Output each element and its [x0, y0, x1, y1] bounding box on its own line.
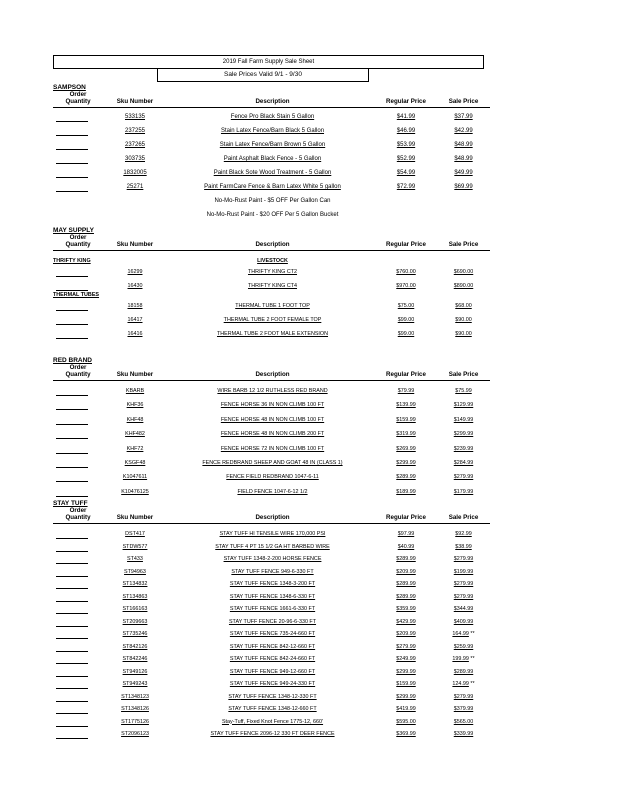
- regular-price-cell: $289.99: [396, 593, 416, 600]
- sale-price-cell: [437, 731, 490, 737]
- description-header: Description: [255, 371, 290, 378]
- description-cell: FENCE HORSE 72 IN NON CLIMB 100 FT: [220, 445, 325, 452]
- header-divider: [53, 380, 490, 381]
- description-cell: Paint Asphalt Black Fence - 5 Gallon: [223, 156, 322, 162]
- sale-price-cell: [437, 269, 490, 275]
- order-header-line2: Quantity: [65, 98, 91, 106]
- table-row: [0, 155, 618, 166]
- sale-price-cell: [437, 417, 490, 423]
- sale-price-cell: [437, 669, 490, 675]
- sku-cell: K1047611: [122, 474, 148, 481]
- sku-cell: ST1775126: [121, 718, 149, 725]
- table-row: [0, 473, 618, 484]
- description-cell: THERMAL TUBE 1 FOOT TOP: [235, 303, 310, 309]
- order-quantity-blank[interactable]: [56, 409, 88, 410]
- sale-price-cell: [437, 569, 490, 575]
- regular-price-cell: $970.00: [396, 283, 416, 289]
- sale-price-value: $284.99: [453, 460, 474, 466]
- order-quantity-blank[interactable]: [56, 163, 88, 164]
- order-quantity-blank[interactable]: [56, 701, 88, 702]
- sale-price-value: $279.99: [453, 593, 474, 600]
- description-cell: WIRE BARB 12 1/2 RUTHLESS RED BRAND: [217, 388, 328, 394]
- sale-price-value: $179.99: [453, 488, 474, 495]
- sale-price-value: $299.99: [453, 431, 474, 438]
- sale-price-cell: [437, 581, 490, 587]
- sale-price-value: 164.99: [452, 631, 469, 637]
- table-row: [0, 680, 618, 691]
- regular-price-cell: $40.99: [397, 543, 415, 550]
- order-quantity-blank[interactable]: [56, 688, 88, 689]
- sale-price-cell: [437, 170, 490, 176]
- sku-cell: 303735: [124, 156, 146, 162]
- description-cell: STAY TUFF 4 PT 15 1/2 GA HT BARBED WIRE: [215, 543, 330, 550]
- sku-cell: 16430: [127, 283, 143, 289]
- sale-price-value: $690.00: [453, 269, 474, 275]
- order-quantity-blank[interactable]: [56, 324, 88, 325]
- sale-price-value: $37.99: [454, 114, 473, 120]
- regular-price-cell: $359.99: [396, 606, 416, 612]
- sku-cell: ST1348126: [121, 706, 149, 712]
- description-cell: STAY TUFF HI TENSILE WIRE 170,000 PSI: [219, 531, 326, 537]
- regular-price-cell: $209.99: [396, 631, 416, 637]
- description-cell: STAY TUFF FENCE 1348-3-200 FT: [229, 581, 316, 587]
- description-cell: STAY TUFF FENCE 2096-12 330 FT DEER FENCE: [210, 731, 335, 737]
- sku-cell: ST134863: [122, 593, 148, 600]
- table-row: [0, 488, 618, 499]
- table-row: [0, 183, 618, 194]
- description-cell: STAY TUFF FENCE 949-12-660 FT: [229, 668, 316, 675]
- regular-price-cell: $97.99: [397, 531, 415, 537]
- sale-price-cell: [437, 644, 490, 650]
- table-row: [0, 730, 618, 741]
- sku-cell: KHF72: [126, 445, 144, 452]
- sale-price-cell: [437, 719, 490, 725]
- order-quantity-blank[interactable]: [56, 467, 88, 468]
- table-row: [0, 543, 618, 554]
- order-quantity-blank[interactable]: [56, 726, 88, 727]
- order-quantity-blank[interactable]: [56, 121, 88, 122]
- table-row: [0, 668, 618, 679]
- regular-price-cell: $72.99: [396, 184, 416, 190]
- sale-price-cell: [437, 544, 490, 550]
- sku-cell: 237255: [124, 128, 146, 134]
- regular-price-header: Regular Price: [386, 371, 426, 378]
- table-row: [0, 330, 618, 341]
- regular-price-cell: $52.99: [396, 156, 416, 162]
- regular-price-cell: $139.99: [396, 402, 416, 409]
- regular-price-cell: $429.99: [396, 618, 416, 625]
- sale-price-marker: **: [468, 631, 475, 637]
- sale-price-cell: [437, 594, 490, 600]
- sku-header: Sku Number: [116, 371, 154, 378]
- regular-price-cell: $760.00: [396, 269, 416, 275]
- table-row: [0, 169, 618, 180]
- subgroup-label: THERMAL TUBES: [53, 292, 100, 298]
- sku-cell: ST2096123: [121, 731, 149, 737]
- description-cell: STAY TUFF FENCE 1348-12-660 FT: [228, 706, 317, 712]
- sku-cell: 1832005: [123, 170, 147, 176]
- sku-cell: ST842126: [122, 643, 148, 650]
- order-quantity-blank[interactable]: [56, 338, 88, 339]
- sku-header: Sku Number: [116, 98, 154, 105]
- sale-price-cell: [437, 184, 490, 190]
- regular-price-cell: $159.99: [396, 416, 416, 423]
- sku-cell: ST209663: [122, 618, 148, 625]
- table-row: [0, 618, 618, 629]
- table-row: [0, 401, 618, 412]
- sale-sheet-title: 2019 Fall Farm Supply Sale Sheet: [53, 55, 484, 69]
- sale-price-cell: [437, 489, 490, 495]
- description-cell: FENCE HORSE 36 IN NON CLIMB 100 FT: [220, 402, 325, 409]
- table-row: [0, 718, 618, 729]
- regular-price-cell: $289.99: [396, 556, 416, 562]
- sale-price-value: $289.99: [453, 668, 474, 675]
- table-row: [0, 387, 618, 398]
- description-cell: STAY TUFF FENCE 1348-12-330 FT: [228, 693, 317, 700]
- sale-price-cell: [437, 388, 490, 394]
- sku-header: Sku Number: [116, 514, 154, 521]
- order-header-line1: Order: [69, 507, 87, 514]
- regular-price-cell: $595.00: [396, 718, 416, 725]
- sku-cell: KSGF48: [124, 460, 146, 466]
- regular-price-cell: $46.99: [396, 128, 416, 134]
- table-row: [0, 302, 618, 313]
- sale-price-cell: [437, 474, 490, 480]
- sale-price-cell: [437, 402, 490, 408]
- order-header-line1: Order: [69, 364, 87, 371]
- sale-price-value: $75.99: [455, 388, 472, 394]
- regular-price-cell: $209.99: [396, 568, 416, 575]
- sku-cell: KBARB: [125, 388, 145, 394]
- order-quantity-blank[interactable]: [56, 290, 88, 291]
- sale-price-header: Sale Price: [448, 98, 479, 105]
- sale-price-value: $239.99: [453, 445, 474, 452]
- regular-price-cell: $319.99: [396, 431, 416, 438]
- sku-header: Sku Number: [116, 241, 154, 248]
- table-row: [0, 127, 618, 138]
- sale-price-value: $129.99: [453, 402, 474, 409]
- sku-cell: 18158: [127, 303, 143, 309]
- sku-cell: 16416: [127, 331, 143, 337]
- sale-price-header: Sale Price: [448, 371, 479, 378]
- sale-price-cell: [437, 431, 490, 437]
- promo-note-row: [0, 197, 618, 208]
- regular-price-header: Regular Price: [386, 241, 426, 248]
- sku-cell: ST1348123: [121, 693, 149, 700]
- regular-price-cell: $269.99: [396, 445, 416, 452]
- sale-price-value: $149.99: [453, 416, 474, 423]
- order-quantity-blank[interactable]: [56, 626, 88, 627]
- section-title: MAY SUPPLY: [53, 227, 94, 234]
- sale-price-cell: [437, 694, 490, 700]
- regular-price-cell: $53.99: [396, 142, 416, 148]
- promo-note: No-Mo-Rust Paint - $5 OFF Per Gallon Can: [214, 198, 331, 204]
- order-quantity-blank[interactable]: [56, 135, 88, 136]
- sale-price-value: $199.99: [453, 568, 474, 575]
- sku-cell: ST949243: [122, 681, 148, 687]
- description-cell: STAY TUFF FENCE 20-96-6-330 FT: [228, 618, 317, 625]
- description-cell: Stain Latex Fence/Barn Brown 5 Gallon: [219, 142, 326, 148]
- sale-price-cell: [437, 606, 490, 612]
- section-title: STAY TUFF: [53, 500, 88, 507]
- order-quantity-header: [56, 234, 100, 248]
- table-row: [0, 445, 618, 456]
- regular-price-cell: $289.99: [396, 581, 416, 587]
- table-row: [0, 555, 618, 566]
- description-cell: STAY TUFF FENCE 949-24-330 FT: [229, 681, 316, 687]
- sku-cell: STDW577: [122, 543, 148, 550]
- header-divider: [53, 250, 490, 251]
- table-row: [0, 459, 618, 470]
- table-row: [0, 643, 618, 654]
- sale-price-value: $90.00: [455, 331, 472, 337]
- sale-price-cell: [437, 317, 490, 323]
- promo-note-row: [0, 211, 618, 222]
- sale-price-value: $42.99: [454, 128, 473, 134]
- sale-price-value: $379.99: [453, 706, 474, 712]
- sale-price-cell: [437, 460, 490, 466]
- description-cell: STAY TUFF FENCE 842-24-660 FT: [229, 656, 316, 662]
- description-cell: Fence Pro Black Stain 5 Gallon: [230, 114, 315, 120]
- sku-cell: ST94963: [124, 568, 146, 575]
- sale-price-cell: [437, 331, 490, 337]
- sku-cell: 16299: [127, 269, 143, 275]
- order-quantity-blank[interactable]: [56, 588, 88, 589]
- regular-price-cell: $189.99: [396, 488, 416, 495]
- regular-price-cell: $369.99: [396, 731, 416, 737]
- sale-price-value: $565.00: [453, 718, 474, 725]
- description-cell: STAY TUFF FENCE 842-12-660 FT: [229, 643, 316, 650]
- description-cell: STAY TUFF FENCE 1348-6-330 FT: [229, 593, 316, 600]
- sale-price-value: $48.99: [454, 156, 473, 162]
- sale-price-cell: [437, 128, 490, 134]
- regular-price-cell: $299.99: [396, 668, 416, 675]
- sale-price-value: $279.99: [453, 693, 474, 700]
- sale-price-value: $279.99: [453, 581, 474, 587]
- regular-price-cell: $41.99: [396, 114, 416, 120]
- table-row: [0, 141, 618, 152]
- order-quantity-blank[interactable]: [56, 651, 88, 652]
- regular-price-cell: $79.99: [397, 388, 415, 394]
- order-quantity-blank[interactable]: [56, 177, 88, 178]
- sale-price-value: $409.99: [453, 618, 474, 625]
- table-row: [0, 593, 618, 604]
- table-row: [0, 430, 618, 441]
- sale-price-value: $48.99: [454, 142, 473, 148]
- order-quantity-blank[interactable]: [56, 601, 88, 602]
- table-row: [0, 693, 618, 704]
- regular-price-header: Regular Price: [386, 514, 426, 521]
- sale-price-value: $69.99: [454, 184, 473, 190]
- sale-price-value: $890.00: [453, 283, 474, 289]
- table-row: [0, 655, 618, 666]
- order-quantity-blank[interactable]: [56, 453, 88, 454]
- description-cell: STAY TUFF 1348-2-200 HORSE FENCE: [223, 556, 322, 562]
- promo-note: No-Mo-Rust Paint - $20 OFF Per 5 Gallon Bucket: [206, 212, 339, 218]
- description-cell: STAY TUFF FENCE 949-6-330 FT: [231, 568, 314, 575]
- sku-cell: 237265: [124, 142, 146, 148]
- regular-price-cell: $299.99: [396, 460, 416, 466]
- sale-price-value: $339.99: [453, 731, 474, 737]
- sale-price-value: $49.99: [454, 170, 473, 176]
- order-quantity-blank[interactable]: [56, 576, 88, 577]
- sale-price-cell: [437, 631, 490, 637]
- sale-price-value: $279.99: [453, 556, 474, 562]
- order-quantity-header: [56, 91, 100, 105]
- regular-price-cell: $279.99: [396, 643, 416, 650]
- order-quantity-blank[interactable]: [56, 676, 88, 677]
- table-row: [0, 568, 618, 579]
- sku-cell: ST949126: [122, 668, 148, 675]
- order-quantity-blank[interactable]: [56, 738, 88, 739]
- sku-cell: ST735246: [122, 631, 148, 637]
- description-cell: FENCE FIELD REDBRAND 1047-6-11: [226, 474, 319, 481]
- sku-cell: K10476125: [121, 488, 149, 495]
- order-header-line2: Quantity: [65, 514, 91, 522]
- sale-price-cell: [437, 446, 490, 452]
- sale-price-cell: [437, 681, 490, 687]
- order-quantity-blank[interactable]: [56, 191, 88, 192]
- order-quantity-blank[interactable]: [56, 713, 88, 714]
- description-cell: Paint FarmCare Fence & Barn Latex White 5 gallon: [204, 184, 341, 190]
- description-cell: THERMAL TUBE 2 FOOT FEMALE TOP: [223, 317, 322, 323]
- sale-price-cell: [437, 156, 490, 162]
- description-cell: Stain Latex Fence/Barn Black 5 Gallon: [220, 128, 325, 134]
- regular-price-header: Regular Price: [386, 98, 426, 105]
- order-quantity-blank[interactable]: [56, 638, 88, 639]
- header-divider: [53, 107, 490, 108]
- sale-price-cell: [437, 556, 490, 562]
- sale-price-marker: **: [468, 681, 475, 687]
- sale-price-cell: [437, 531, 490, 537]
- description-cell: FENCE HORSE 48 IN NON CLIMB 100 FT: [220, 416, 325, 423]
- sale-price-value: $38.99: [455, 543, 472, 550]
- sale-price-value: $90.00: [455, 317, 472, 323]
- order-quantity-blank[interactable]: [56, 395, 88, 396]
- section-title: SAMPSON: [53, 84, 86, 91]
- sku-cell: ST842246: [122, 656, 148, 662]
- order-quantity-blank[interactable]: [56, 538, 88, 539]
- sku-cell: ST134832: [122, 581, 148, 587]
- description-cell: FENCE REDBRAND SHEEP AND GOAT 48 IN (CLASS 1): [202, 460, 343, 466]
- sale-price-value: $259.99: [453, 643, 474, 650]
- order-quantity-blank[interactable]: [56, 276, 88, 277]
- sale-price-value: 199.99: [452, 656, 469, 662]
- regular-price-cell: $249.99: [396, 656, 416, 662]
- description-cell: FENCE HORSE 48 IN NON CLIMB 200 FT: [220, 431, 325, 438]
- table-row: [0, 316, 618, 327]
- description-header: Description: [255, 241, 290, 248]
- sale-price-value: $68.00: [455, 303, 472, 309]
- sale-price-cell: [437, 619, 490, 625]
- sale-price-value: 124.99: [452, 681, 469, 687]
- order-header-line2: Quantity: [65, 241, 91, 249]
- regular-price-cell: $54.99: [396, 170, 416, 176]
- order-quantity-header: [56, 364, 100, 378]
- sku-cell: ST166163: [122, 606, 148, 612]
- order-quantity-blank[interactable]: [56, 424, 88, 425]
- order-quantity-blank[interactable]: [56, 481, 88, 482]
- sku-cell: 16417: [127, 317, 143, 323]
- sale-price-marker: **: [468, 656, 475, 662]
- sale-price-cell: [437, 283, 490, 289]
- description-cell: Paint Black Sote Wood Treatment - 5 Gallon: [213, 170, 332, 176]
- sku-cell: KHF36: [126, 402, 144, 409]
- sku-cell: 25271: [126, 184, 144, 190]
- sale-price-cell: [437, 706, 490, 712]
- sale-price-value: $344.99: [453, 606, 474, 612]
- description-cell: STAY TUFF FENCE 1661-6-330 FT: [229, 606, 316, 612]
- description-cell: THERMAL TUBE 2 FOOT MALE EXTENSION: [216, 331, 329, 337]
- order-quantity-blank[interactable]: [56, 149, 88, 150]
- sku-cell: 533135: [124, 114, 146, 120]
- table-row: [0, 416, 618, 427]
- sku-cell: KHF48: [126, 416, 144, 423]
- table-row: [0, 580, 618, 591]
- sku-cell: KHF482: [125, 431, 145, 438]
- order-quantity-blank[interactable]: [56, 310, 88, 311]
- regular-price-cell: $159.99: [396, 681, 416, 687]
- sale-price-value: $279.99: [453, 474, 474, 481]
- regular-price-cell: $289.99: [396, 474, 416, 481]
- header-divider: [53, 523, 490, 524]
- table-row: [0, 530, 618, 541]
- sale-price-header: Sale Price: [448, 241, 479, 248]
- order-quantity-blank[interactable]: [56, 663, 88, 664]
- sale-price-header: Sale Price: [448, 514, 479, 521]
- order-quantity-blank[interactable]: [56, 563, 88, 564]
- order-header-line1: Order: [69, 234, 87, 241]
- order-quantity-blank[interactable]: [56, 551, 88, 552]
- regular-price-cell: $99.00: [397, 331, 415, 337]
- table-row: [0, 113, 618, 124]
- description-cell: Stay-Tuff, Fixed Knot Fence 1775-12, 660': [221, 718, 324, 725]
- sale-price-value: $92.99: [455, 531, 472, 537]
- description-header: Description: [255, 98, 290, 105]
- sale-price-cell: [437, 142, 490, 148]
- order-header-line1: Order: [69, 91, 87, 98]
- order-quantity-header: [56, 507, 100, 521]
- sale-price-cell: [437, 656, 490, 662]
- description-cell: THRIFTY KING CT4: [247, 283, 298, 289]
- section-title: RED BRAND: [53, 357, 92, 364]
- description-cell: FIELD FENCE 1047-6-12 1/2: [237, 488, 308, 495]
- subgroup-category: LIVESTOCK: [257, 258, 288, 264]
- order-header-line2: Quantity: [65, 371, 91, 379]
- regular-price-cell: $75.00: [397, 303, 415, 309]
- sale-price-cell: [437, 114, 490, 120]
- description-cell: THRIFTY KING CT2: [247, 269, 298, 275]
- regular-price-cell: $419.99: [396, 706, 416, 712]
- sale-price-cell: [437, 303, 490, 309]
- order-quantity-blank[interactable]: [56, 613, 88, 614]
- description-cell: STAY TUFF FENCE 735-24-660 FT: [229, 631, 316, 637]
- table-row: [0, 605, 618, 616]
- sku-cell: ST433: [127, 556, 143, 562]
- sku-cell: DST417: [125, 531, 145, 537]
- order-quantity-blank[interactable]: [56, 438, 88, 439]
- sale-dates-banner: Sale Prices Valid 9/1 - 9/30: [157, 68, 369, 82]
- regular-price-cell: $299.99: [396, 693, 416, 700]
- subgroup-label: THRIFTY KING: [53, 258, 91, 264]
- table-row: [0, 705, 618, 716]
- description-header: Description: [255, 514, 290, 521]
- order-quantity-blank[interactable]: [56, 496, 88, 497]
- table-row: [0, 268, 618, 279]
- table-row: [0, 630, 618, 641]
- regular-price-cell: $99.00: [397, 317, 415, 323]
